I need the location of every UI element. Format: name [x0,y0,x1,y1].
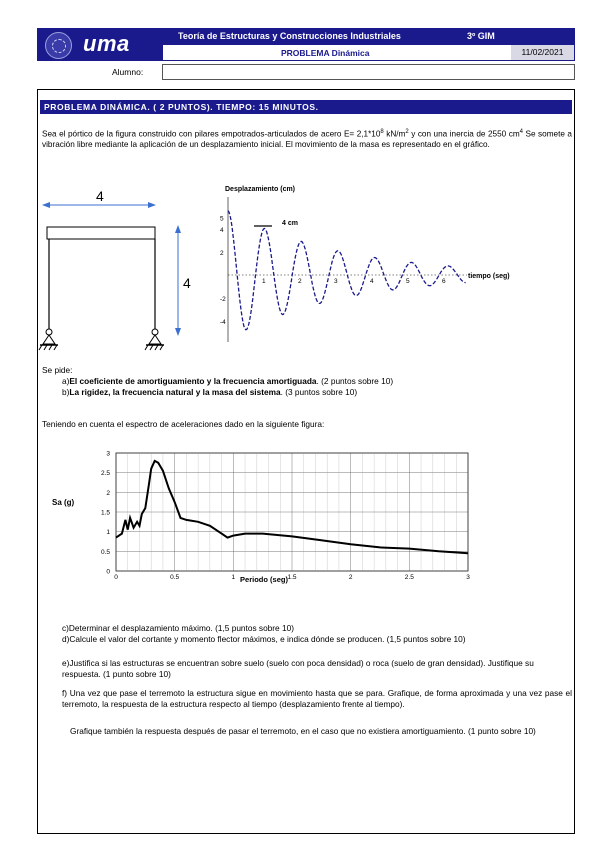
question-text: Determinar el desplazamiento máximo. (1,5 puntos sobre 10) [68,623,294,633]
question-text: Una vez que pase el terremoto la estructura sigue en movimiento hasta que se para. Grafique, de forma aproximada y una vez pase el terremoto, la respuesta de la estructura respecto al tiempo (desplazamiento frente al tiempo). [62,688,572,709]
spectrum-ylabel: Sa (g) [52,498,75,507]
question-b [62,387,572,398]
university-seal-icon [45,32,72,59]
vibration-xtick-label: 5 [406,278,410,285]
question-letter: c) [62,623,69,633]
vibration-ytick-label: 5 [220,215,224,223]
logo-text: uma [83,31,130,56]
vibration-ytick-label: -2 [220,296,226,303]
question-a [62,376,572,387]
vibration-curve [228,211,466,330]
height-dimension-arrow [175,225,181,336]
spectrum-xtick-label: 0 [114,574,118,581]
course-year: 3º GIM [467,31,495,41]
student-name-field[interactable] [162,64,575,80]
spectrum-ytick-label: 1.5 [100,509,110,517]
vibration-xtick-label: 2 [298,278,302,285]
problem-label: PROBLEMA Dinámica [281,48,370,58]
header-course-bar [162,28,575,44]
question-text: Calcule el valor del cortante y momento flector máximos, e indica dónde se producen. (1,5 puntos sobre 10) [69,634,466,644]
problem-statement [42,127,572,150]
question-letter: d) [62,634,70,644]
spectrum-xtick-label: 2 [348,574,353,581]
spectrum-xtick-label: 3 [466,574,470,581]
question-c [62,623,562,634]
statement-part: kN/m [383,129,406,139]
student-label: Alumno: [112,67,144,77]
question-letter: a) [62,376,70,386]
course-title: Teoría de Estructuras y Construcciones Industriales [178,31,401,41]
spectrum-ytick-label: 3 [106,450,110,458]
question-letter: b) [62,386,70,397]
vibration-xtick-label: 3 [334,278,338,285]
vibration-ytick-label: 4 [220,227,224,234]
question-points: . (2 puntos sobre 10) [316,376,394,386]
spectrum-intro: Teniendo en cuenta el espectro de aceleraciones dado en la siguiente figura: [42,419,325,429]
height-label: 4 [183,275,191,291]
spectrum-xtick-label: 0.5 [170,574,180,581]
vibration-xtick-label: 6 [442,278,446,285]
spectrum-xtick-label: 2.5 [404,574,414,581]
right-pinned-support-icon [145,329,164,350]
spectrum-ytick-label: 1 [106,529,110,537]
questions-ab-list [62,376,572,397]
problem-title: PROBLEMA DINÁMICA. ( 2 PUNTOS). TIEMPO: 15 MINUTOS. [40,100,572,114]
statement-exponent: 4 [519,129,523,135]
spectrum-ytick-label: 0.5 [100,548,110,556]
vibration-ylabel: Desplazamiento (cm) [225,186,296,193]
statement-exponent: 8 [380,129,384,135]
final-instruction: Grafique también la respuesta después de pasar el terremoto, en el caso que no existiera amortiguamiento. (1 punto sobre 10) [70,726,536,736]
portal-frame-figure [30,182,200,362]
statement-part: y con una inercia de 2550 cm [408,129,520,139]
frame-beam [47,227,155,239]
vibration-xlabel: tiempo (seg) [468,273,510,280]
spectrum-ytick-label: 2 [106,489,110,497]
question-d [62,634,562,645]
university-logo [37,28,162,61]
acceleration-spectrum-chart [50,440,490,590]
left-pinned-support-icon [39,329,58,350]
question-text: Justifica si las estructuras se encuentran sobre suelo (suelo con poca densidad) o roca (suelo de gran densidad). Justifique su respuesta. (1 punto sobre 10) [62,658,534,679]
vibration-ytick-label: 2 [220,250,224,257]
question-bold-text: El coeficiente de amortiguamiento y la frecuencia amortiguada [69,376,317,386]
amplitude-annotation: 4 cm [282,220,298,227]
vibration-chart [212,182,532,352]
frame-columns [49,239,155,329]
statement-part: Sea el pórtico de la figura construido con pilares empotrados-articulados de acero E= 2,1*10 [42,129,381,139]
vibration-xtick-label: 1 [262,278,266,285]
statement-part: Se somete a vibración libre mediante la aplicación de un desplazamiento inicial. El movimiento de la masa es representado en el gráfico. [42,129,572,149]
spectrum-ytick-label: 2.5 [100,470,110,478]
question-letter: f) [62,688,68,698]
vibration-ytick-label: -4 [220,319,226,326]
statement-exponent: 2 [405,129,409,135]
header-problem-bar [162,44,575,61]
question-points: . (3 puntos sobre 10) [280,386,358,397]
spectrum-xlabel: Periodo (seg) [240,575,288,584]
question-f [62,688,572,709]
vibration-xtick-label: 4 [370,278,374,285]
spectrum-xtick-label: 1.5 [287,574,297,581]
spectrum-xtick-label: 1 [231,574,236,581]
question-letter: e) [62,658,70,668]
exam-date: 11/02/2021 [511,45,574,60]
width-label: 4 [96,188,104,204]
question-e [62,658,572,679]
question-bold-text: La rigidez, la frecuencia natural y la masa del sistema [69,386,281,397]
questions-intro: Se pide: [42,365,73,375]
spectrum-ytick-label: 0 [106,568,110,576]
